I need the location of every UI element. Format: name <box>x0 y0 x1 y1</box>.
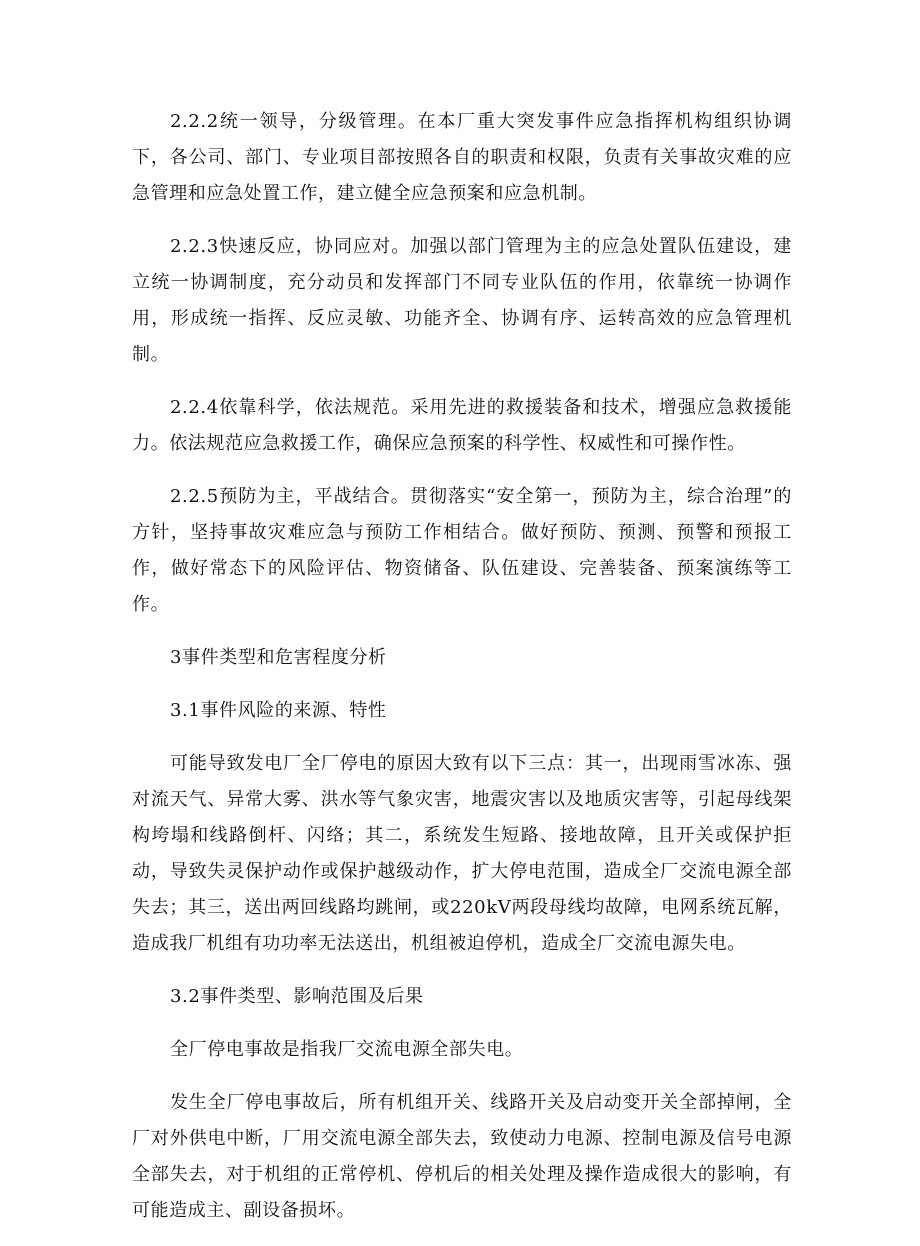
paragraph-2-2-4: 2.2.4依靠科学，依法规范。采用先进的救援装备和技术，增强应急救援能力。依法规范应急救援工作，确保应急预案的科学性、权威性和可操作性。 <box>132 397 792 454</box>
paragraph-definition: 全厂停电事故是指我厂交流电源全部失电。 <box>170 1039 524 1060</box>
paragraph-2-2-3: 2.2.3快速反应，协同应对。加强以部门管理为主的应急处置队伍建设，建立统一协调制度，充分动员和发挥部门不同专业队伍的作用，依靠统一协调作用，形成统一指挥、反应灵敏、功能齐全、协调有序、运转高效的应急管理机制。 <box>132 236 792 365</box>
section-heading-3-1: 3.1事件风险的来源、特性 <box>170 700 387 721</box>
paragraph-2-2-2: 2.2.2统一领导，分级管理。在本厂重大突发事件应急指挥机构组织协调下，各公司、部门、专业项目部按照各自的职责和权限，负责有关事故灾难的应急管理和应急处置工作，建立健全应急预案和应急机制。 <box>132 111 792 204</box>
paragraph-2-2-5: 2.2.5预防为主，平战结合。贯彻落实“安全第一，预防为主，综合治理”的方针，坚持事故灾难应急与预防工作相结合。做好预防、预测、预警和预报工作，做好常态下的风险评估、物资储备、队伍建设、完善装备、预案演练等工作。 <box>132 486 792 615</box>
paragraph-risk-sources: 可能导致发电厂全厂停电的原因大致有以下三点：其一，出现雨雪冰冻、强对流天气、异常大雾、洪水等气象灾害，地震灾害以及地质灾害等，引起母线架构垮塌和线路倒杆、闪络；其二，系统发生短路、接地故障，且开关或保护拒动，导致失灵保护动作或保护越级动作，扩大停电范围，造成全厂交流电源全部失去；其三，送出两回线路均跳闸，或220kV两段母线均故障，电网系统瓦解，造成我厂机组有功功率无法送出，机组被迫停机，造成全厂交流电源失电。 <box>132 753 792 954</box>
section-heading-3-2: 3.2事件类型、影响范围及后果 <box>170 986 424 1007</box>
section-heading-3: 3事件类型和危害程度分析 <box>170 647 387 668</box>
paragraph-consequences: 发生全厂停电事故后，所有机组开关、线路开关及启动变开关全部掉闸，全厂对外供电中断，厂用交流电源全部失去，致使动力电源、控制电源及信号电源全部失去，对于机组的正常停机、停机后的相关处理及操作造成很大的影响，有可能造成主、副设备损坏。 <box>132 1092 792 1221</box>
document-body <box>132 104 792 1246</box>
